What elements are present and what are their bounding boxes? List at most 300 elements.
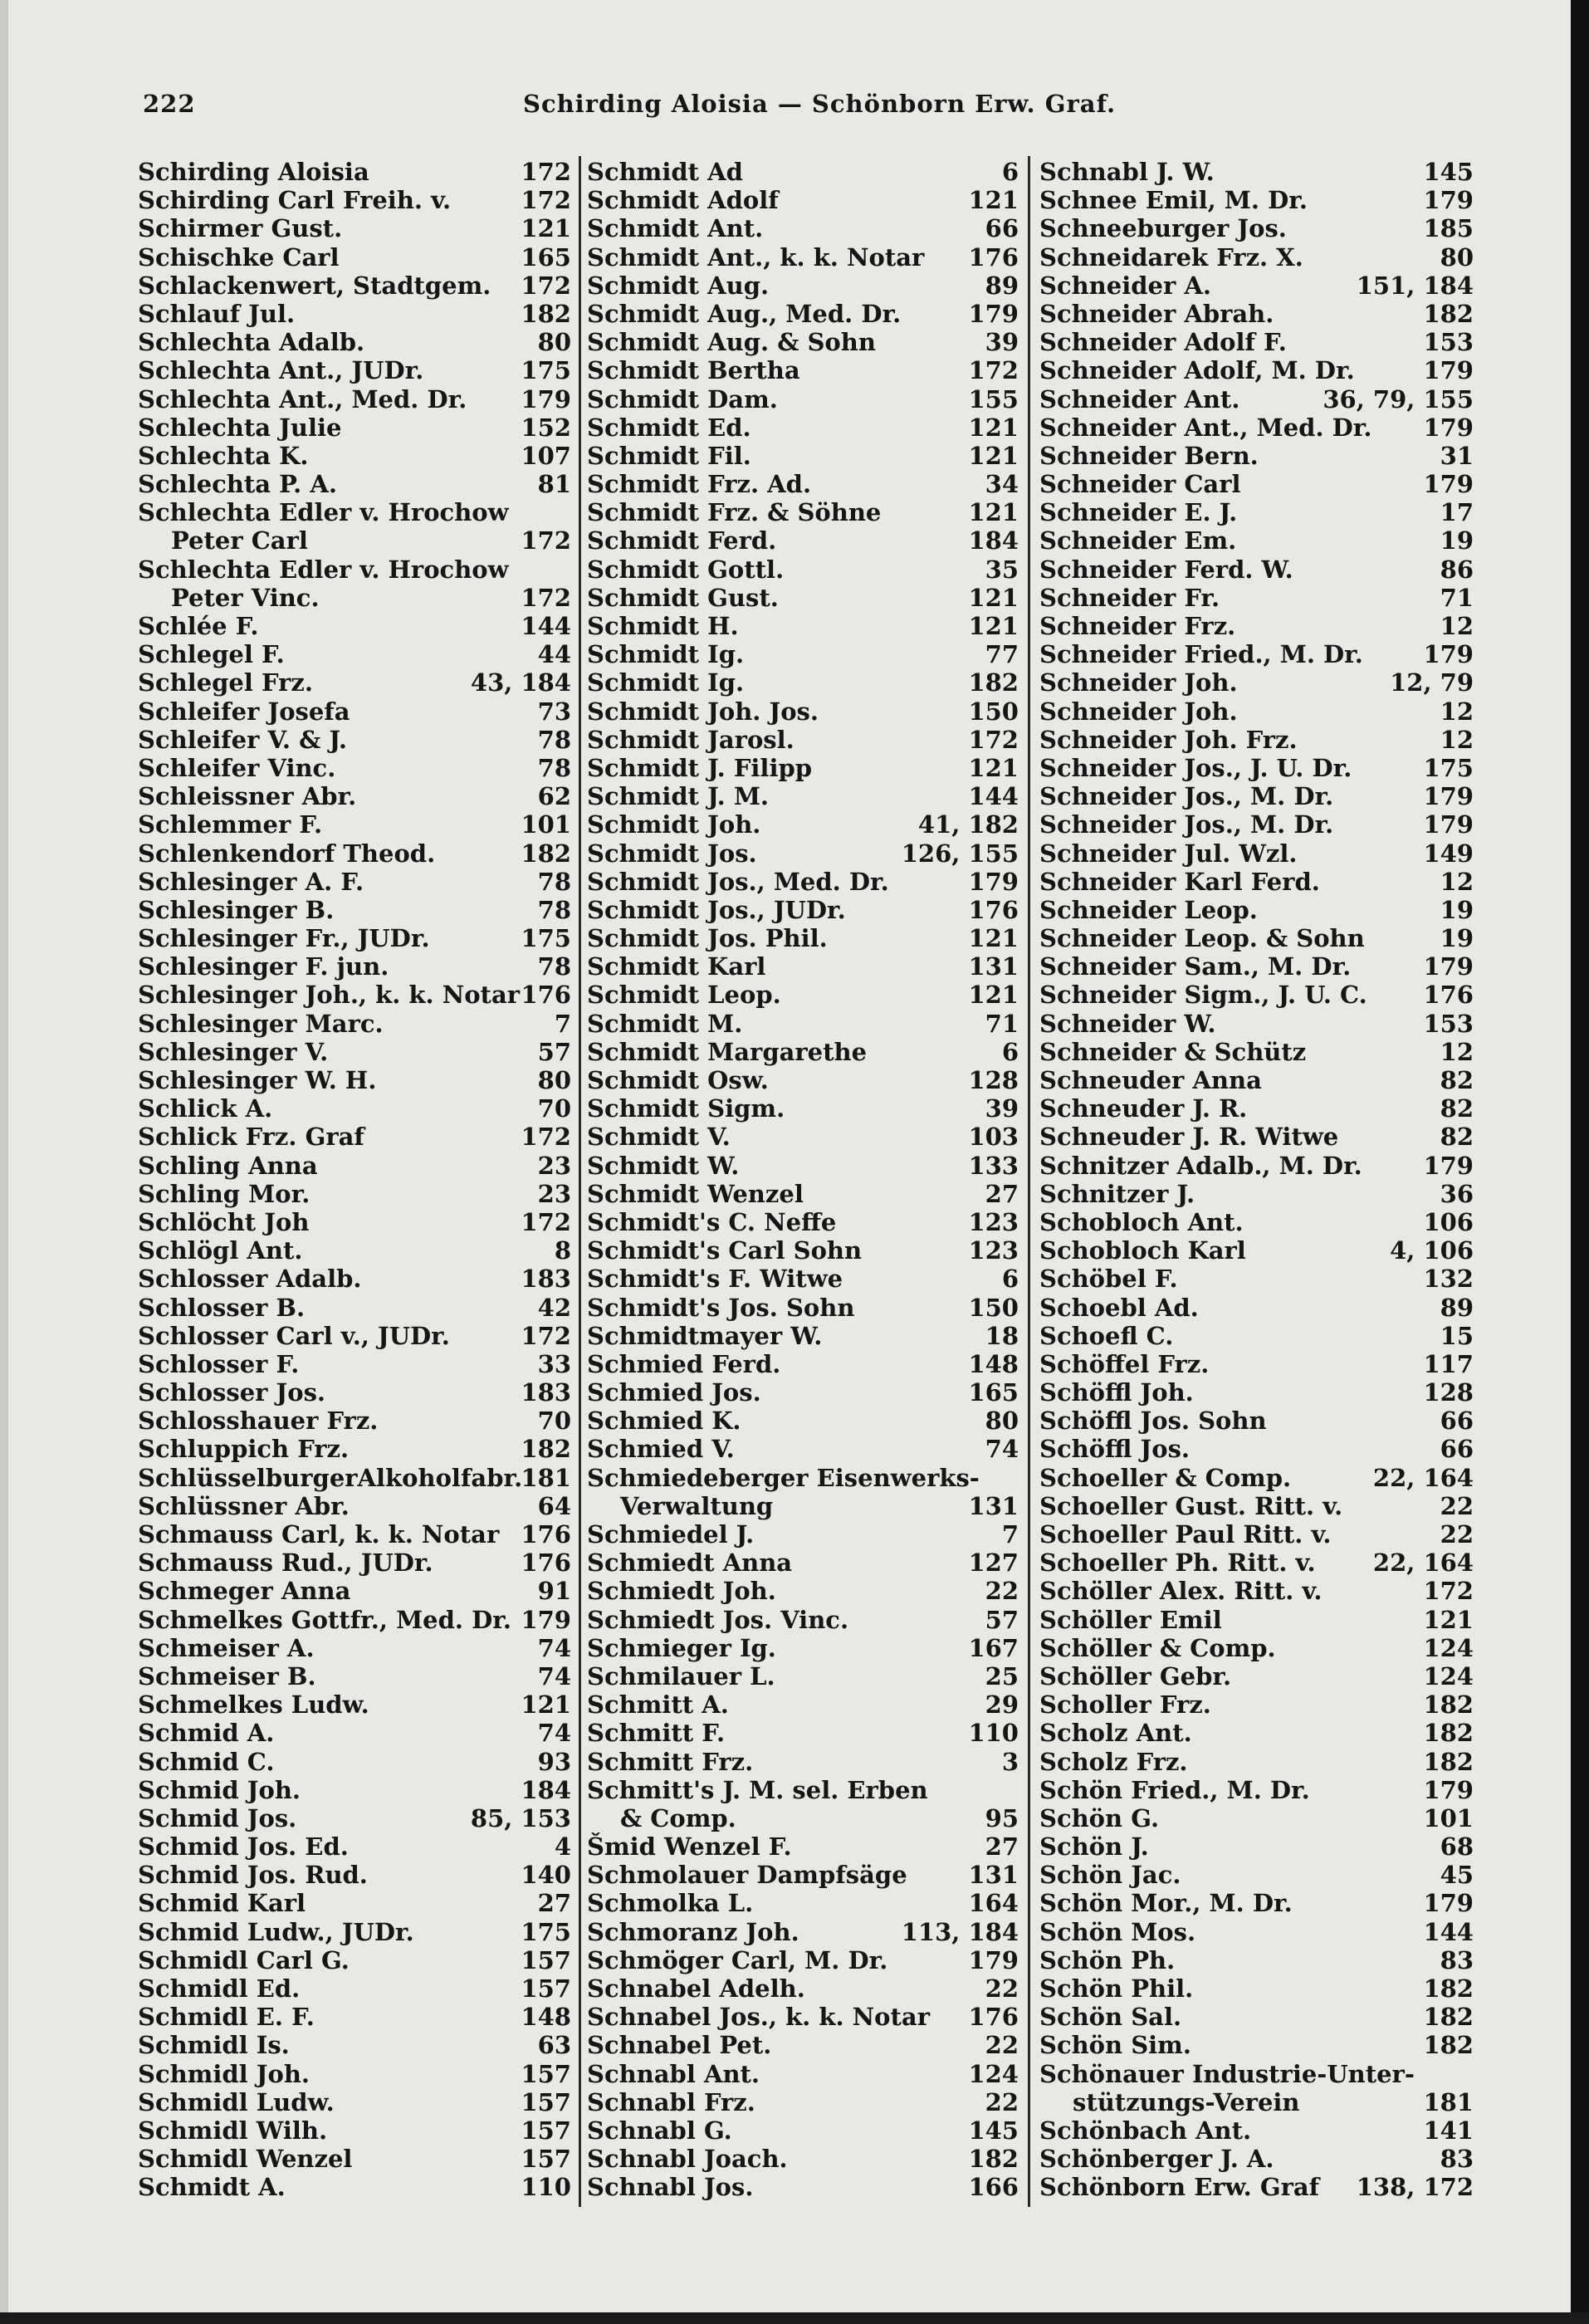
entry-name: Schmidt Jos. bbox=[587, 839, 757, 868]
entry-reference: 86 bbox=[1440, 555, 1474, 584]
directory-entry bbox=[587, 470, 1019, 498]
entry-reference: 117 bbox=[1423, 1349, 1474, 1378]
entry-reference: 36, 79, 155 bbox=[1323, 384, 1474, 413]
entry-reference: 78 bbox=[537, 867, 571, 896]
entry-name: Schmolauer Dampfsäge bbox=[587, 1861, 907, 1890]
directory-entry bbox=[1039, 186, 1474, 214]
directory-entry bbox=[587, 2116, 1019, 2145]
directory-entry bbox=[138, 1407, 571, 1435]
entry-reference: 103 bbox=[968, 1123, 1019, 1152]
directory-entry bbox=[1039, 1123, 1474, 1151]
entry-reference: 57 bbox=[985, 1605, 1019, 1634]
entry-reference: 74 bbox=[537, 1661, 571, 1690]
directory-entry bbox=[1039, 1748, 1474, 1776]
entry-reference: 182 bbox=[521, 1435, 571, 1464]
entry-name: Schneider Abrah. bbox=[1039, 299, 1274, 328]
entry-name: Schlesinger F. jun. bbox=[138, 952, 389, 981]
entry-reference: 4, 106 bbox=[1390, 1236, 1474, 1265]
entry-name: Schlechta Julie bbox=[138, 413, 342, 442]
directory-entry bbox=[1039, 1294, 1474, 1322]
entry-reference: 172 bbox=[521, 1123, 571, 1152]
scan-edge-bottom bbox=[0, 2312, 1589, 2324]
entry-name: Schlechta Ant., JUDr. bbox=[138, 356, 424, 385]
entry-name: Schlauf Jul. bbox=[138, 299, 296, 328]
entry-reference: 124 bbox=[968, 2059, 1019, 2088]
entry-name: Schoefl C. bbox=[1039, 1321, 1174, 1350]
entry-name: Scholz Frz. bbox=[1039, 1747, 1188, 1776]
entry-reference: 182 bbox=[1423, 1690, 1474, 1720]
entry-reference: 183 bbox=[521, 1265, 571, 1294]
entry-reference: 31 bbox=[1440, 441, 1474, 470]
directory-entry bbox=[587, 584, 1019, 612]
entry-reference: 182 bbox=[521, 299, 571, 328]
directory-entry bbox=[138, 1861, 571, 1889]
entry-name: Schlechta Edler v. Hrochow bbox=[138, 498, 509, 527]
entry-name: Schöbel F. bbox=[1039, 1265, 1178, 1294]
entry-name: Schmidt Bertha bbox=[587, 356, 800, 385]
directory-entry bbox=[587, 1180, 1019, 1208]
directory-entry bbox=[1039, 470, 1474, 498]
entry-name: Schlögl Ant. bbox=[138, 1236, 303, 1265]
directory-entry bbox=[138, 1152, 571, 1180]
directory-entry bbox=[587, 726, 1019, 754]
entry-reference: 175 bbox=[521, 356, 571, 385]
entry-name: Schnabl Ant. bbox=[587, 2059, 760, 2088]
entry-name: Schmid Jos. Ed. bbox=[138, 1832, 349, 1862]
entry-name: Schmidt Aug., Med. Dr. bbox=[587, 299, 902, 328]
directory-entry bbox=[587, 754, 1019, 782]
entry-name: Schneuder Anna bbox=[1039, 1066, 1262, 1094]
entry-reference: 131 bbox=[968, 1861, 1019, 1890]
directory-entry bbox=[587, 1832, 1019, 1861]
directory-entry bbox=[587, 1208, 1019, 1236]
directory-entry bbox=[138, 1123, 571, 1151]
entry-name: Schmitt's J. M. sel. Erben bbox=[587, 1775, 928, 1804]
entry-name: Schmauss Rud., JUDr. bbox=[138, 1549, 433, 1578]
entry-name: Schmidt's C. Neffe bbox=[587, 1207, 837, 1236]
entry-reference: 128 bbox=[1423, 1378, 1474, 1407]
entry-reference: 123 bbox=[968, 1236, 1019, 1265]
entry-reference: 25 bbox=[985, 1661, 1019, 1690]
entry-name: Schmidt J. M. bbox=[587, 782, 770, 811]
entry-reference: 172 bbox=[968, 725, 1019, 754]
directory-entry bbox=[1039, 2088, 1474, 2116]
directory-entry bbox=[587, 1804, 1019, 1832]
directory-entry bbox=[1039, 1464, 1474, 1492]
entry-name: Schneider Ant., Med. Dr. bbox=[1039, 413, 1372, 442]
entry-name: Schneider Sam., M. Dr. bbox=[1039, 952, 1352, 981]
entry-reference: 113, 184 bbox=[901, 1917, 1019, 1946]
entry-name: Schmidt Ed. bbox=[587, 413, 751, 442]
entry-name: Schneider Adolf, M. Dr. bbox=[1039, 356, 1355, 385]
entry-name: Schlick Frz. Graf bbox=[138, 1123, 364, 1152]
directory-entry bbox=[587, 868, 1019, 896]
directory-entry bbox=[1039, 2003, 1474, 2031]
entry-name: Schmied Jos. bbox=[587, 1378, 761, 1407]
directory-entry bbox=[1039, 1492, 1474, 1520]
entry-reference: 110 bbox=[521, 2173, 571, 2202]
entry-name: Schön J. bbox=[1039, 1832, 1149, 1862]
entry-reference: 176 bbox=[521, 981, 571, 1010]
entry-name: Schöller Emil bbox=[1039, 1605, 1222, 1634]
directory-entry bbox=[1039, 1719, 1474, 1747]
entry-name: Schmidt Fil. bbox=[587, 441, 751, 470]
entry-reference: 22 bbox=[985, 1577, 1019, 1606]
entry-name: Schmidt A. bbox=[138, 2173, 286, 2202]
entry-name: Schischke Carl bbox=[138, 242, 340, 272]
entry-name: Schmiedt Joh. bbox=[587, 1577, 776, 1606]
entry-reference: 181 bbox=[1423, 2087, 1474, 2116]
directory-entry bbox=[1039, 243, 1474, 272]
directory-entry bbox=[1039, 1208, 1474, 1236]
directory-entry bbox=[587, 1918, 1019, 1946]
entry-name: Schön Phil. bbox=[1039, 1974, 1194, 2003]
directory-entry bbox=[587, 2173, 1019, 2201]
entry-name: Schneider Leop. bbox=[1039, 895, 1258, 924]
entry-reference: 95 bbox=[985, 1803, 1019, 1832]
directory-entry bbox=[1039, 526, 1474, 555]
directory-entry bbox=[138, 1889, 571, 1917]
entry-name: Schön Mor., M. Dr. bbox=[1039, 1889, 1293, 1918]
directory-entry bbox=[587, 1464, 1019, 1492]
entry-name: Schneider Jul. Wzl. bbox=[1039, 839, 1298, 868]
entry-reference: 42 bbox=[537, 1293, 571, 1322]
entry-reference: 73 bbox=[537, 697, 571, 726]
entry-name: Schlesinger W. H. bbox=[138, 1066, 377, 1094]
entry-reference: 70 bbox=[537, 1094, 571, 1123]
entry-name: Schmidt Margarethe bbox=[587, 1037, 868, 1066]
entry-reference: 157 bbox=[521, 2116, 571, 2145]
entry-reference: 23 bbox=[537, 1179, 571, 1208]
directory-entry bbox=[138, 1294, 571, 1322]
directory-entry bbox=[138, 896, 571, 924]
scan-edge-left bbox=[0, 0, 8, 2324]
entry-reference: 150 bbox=[968, 697, 1019, 726]
entry-name: Scholler Frz. bbox=[1039, 1690, 1211, 1720]
entry-reference: 3 bbox=[1001, 1747, 1019, 1776]
entry-reference: 172 bbox=[521, 158, 571, 186]
entry-reference: 22 bbox=[985, 1974, 1019, 2003]
directory-entry bbox=[1039, 868, 1474, 896]
entry-reference: 150 bbox=[968, 1293, 1019, 1322]
directory-entry bbox=[1039, 1236, 1474, 1265]
directory-entry bbox=[138, 952, 571, 981]
entry-name: Schoebl Ad. bbox=[1039, 1293, 1199, 1322]
directory-entry bbox=[138, 1606, 571, 1634]
directory-entry bbox=[138, 1577, 571, 1605]
entry-reference: 179 bbox=[521, 1605, 571, 1634]
entry-name: Schling Mor. bbox=[138, 1179, 310, 1208]
entry-name: Schmid Jos. bbox=[138, 1803, 297, 1832]
entry-name: Schmoranz Joh. bbox=[587, 1917, 799, 1946]
entry-reference: 179 bbox=[1423, 1775, 1474, 1804]
entry-name: Schmiedeberger Eisenwerks- bbox=[587, 1463, 980, 1492]
directory-entry bbox=[138, 243, 571, 272]
directory-entry bbox=[1039, 1804, 1474, 1832]
entry-reference: 157 bbox=[521, 1974, 571, 2003]
directory-entry bbox=[587, 1066, 1019, 1094]
entry-reference: 175 bbox=[521, 924, 571, 953]
entry-name: Schmöger Carl, M. Dr. bbox=[587, 1945, 888, 1974]
entry-reference: 155 bbox=[968, 384, 1019, 413]
entry-reference: 179 bbox=[521, 384, 571, 413]
entry-reference: 179 bbox=[1423, 952, 1474, 981]
entry-reference: 22, 164 bbox=[1372, 1463, 1474, 1492]
directory-entry bbox=[138, 1748, 571, 1776]
directory-entry bbox=[587, 1748, 1019, 1776]
entry-reference: 41, 182 bbox=[917, 810, 1019, 839]
entry-name: Schlesinger Marc. bbox=[138, 1009, 384, 1038]
entry-name: Schirding Carl Freih. v. bbox=[138, 186, 452, 215]
directory-entry bbox=[587, 1861, 1019, 1889]
entry-name: Schönauer Industrie-Unter- bbox=[1039, 2059, 1415, 2088]
directory-entry bbox=[138, 1719, 571, 1747]
entry-reference: 151, 184 bbox=[1356, 271, 1474, 300]
entry-reference: 176 bbox=[968, 242, 1019, 272]
directory-entry bbox=[138, 1634, 571, 1662]
entry-name: Schmidt Gottl. bbox=[587, 555, 785, 584]
entry-name: Schneuder J. R. Witwe bbox=[1039, 1123, 1339, 1152]
entry-reference: 176 bbox=[1423, 981, 1474, 1010]
entry-name: Schöller Alex. Ritt. v. bbox=[1039, 1577, 1323, 1606]
entry-reference: 39 bbox=[985, 328, 1019, 357]
entry-reference: 172 bbox=[968, 356, 1019, 385]
directory-entry bbox=[138, 2173, 571, 2201]
directory-entry bbox=[138, 668, 571, 697]
entry-name: Schmied Ferd. bbox=[587, 1349, 781, 1378]
entry-name: Schmeiser B. bbox=[138, 1661, 316, 1690]
entry-name: Schmelkes Ludw. bbox=[138, 1690, 369, 1720]
entry-name: Schmauss Carl, k. k. Notar bbox=[138, 1520, 500, 1549]
directory-entry bbox=[138, 1094, 571, 1123]
directory-entry bbox=[1039, 2031, 1474, 2059]
directory-entry bbox=[138, 1010, 571, 1038]
entry-reference: 27 bbox=[985, 1832, 1019, 1862]
entry-reference: 175 bbox=[1423, 753, 1474, 782]
directory-entry bbox=[587, 385, 1019, 413]
entry-name: Schneider Adolf F. bbox=[1039, 328, 1287, 357]
directory-entry bbox=[138, 754, 571, 782]
entry-reference: 182 bbox=[1423, 2003, 1474, 2032]
entry-reference: 22 bbox=[1440, 1491, 1474, 1520]
directory-entry bbox=[1039, 2145, 1474, 2173]
directory-entry bbox=[1039, 2060, 1474, 2088]
directory-entry bbox=[1039, 1606, 1474, 1634]
entry-reference: 15 bbox=[1440, 1321, 1474, 1350]
directory-entry bbox=[138, 640, 571, 668]
entry-name: Schön Ph. bbox=[1039, 1945, 1176, 1974]
entry-name: Schnee Emil, M. Dr. bbox=[1039, 186, 1308, 215]
directory-entry bbox=[138, 1662, 571, 1690]
entry-name: Schön Mos. bbox=[1039, 1917, 1196, 1946]
entry-reference: 127 bbox=[968, 1549, 1019, 1578]
directory-entry bbox=[138, 186, 571, 214]
directory-entry bbox=[1039, 2116, 1474, 2145]
entry-name: Schlosser Jos. bbox=[138, 1378, 326, 1407]
entry-reference: 70 bbox=[537, 1407, 571, 1436]
entry-reference: 121 bbox=[968, 924, 1019, 953]
entry-reference: 184 bbox=[968, 526, 1019, 555]
entry-name: Schöffl Jos. bbox=[1039, 1435, 1190, 1464]
directory-entry bbox=[587, 1549, 1019, 1577]
directory-entry bbox=[587, 498, 1019, 526]
entry-reference: 123 bbox=[968, 1207, 1019, 1236]
entry-name: Schnabl Jos. bbox=[587, 2173, 754, 2202]
directory-entry bbox=[138, 584, 571, 612]
entry-name: Schmidt Dam. bbox=[587, 384, 778, 413]
entry-reference: 80 bbox=[537, 328, 571, 357]
directory-entry bbox=[138, 328, 571, 356]
entry-name: Schlechta K. bbox=[138, 441, 309, 470]
directory-entry bbox=[1039, 385, 1474, 413]
entry-reference: 12 bbox=[1440, 725, 1474, 754]
directory-entry bbox=[1039, 214, 1474, 242]
entry-name: Schmidt Ig. bbox=[587, 668, 745, 697]
directory-entry bbox=[138, 839, 571, 868]
entry-reference: 78 bbox=[537, 725, 571, 754]
directory-entry bbox=[587, 782, 1019, 810]
entry-name: Schönberger J. A. bbox=[1039, 2145, 1274, 2174]
directory-entry bbox=[138, 1236, 571, 1265]
entry-name: Schnabl Frz. bbox=[587, 2087, 755, 2116]
entry-reference: 106 bbox=[1423, 1207, 1474, 1236]
entry-reference: 172 bbox=[521, 526, 571, 555]
directory-entry bbox=[587, 2145, 1019, 2173]
directory-entry bbox=[138, 2088, 571, 2116]
directory-entry bbox=[1039, 555, 1474, 584]
directory-entry bbox=[587, 952, 1019, 981]
entry-name: Schöffl Jos. Sohn bbox=[1039, 1407, 1267, 1436]
entry-reference: 6 bbox=[1001, 158, 1019, 186]
entry-reference: 107 bbox=[521, 441, 571, 470]
directory-entry bbox=[1039, 1832, 1474, 1861]
entry-reference: 23 bbox=[537, 1151, 571, 1180]
entry-name: Schneider Joh. Frz. bbox=[1039, 725, 1298, 754]
entry-reference: 34 bbox=[985, 470, 1019, 499]
directory-entry bbox=[1039, 1662, 1474, 1690]
entry-name: Schneider Bern. bbox=[1039, 441, 1259, 470]
entry-name: Schlosser Adalb. bbox=[138, 1265, 362, 1294]
directory-entry bbox=[1039, 1180, 1474, 1208]
directory-entry bbox=[138, 1832, 571, 1861]
entry-reference: 101 bbox=[1423, 1803, 1474, 1832]
directory-entry bbox=[138, 1180, 571, 1208]
entry-name: Schmidt J. Filipp bbox=[587, 753, 813, 782]
entry-name: Schmidl Carl G. bbox=[138, 1945, 350, 1974]
entry-name: Šmid Wenzel F. bbox=[587, 1832, 792, 1862]
directory-entry bbox=[1039, 328, 1474, 356]
entry-reference: 74 bbox=[537, 1633, 571, 1662]
entry-reference: 110 bbox=[968, 1719, 1019, 1748]
directory-entry bbox=[587, 1010, 1019, 1038]
entry-name: Schmitt A. bbox=[587, 1690, 729, 1720]
entry-reference: 19 bbox=[1440, 924, 1474, 953]
entry-reference: 164 bbox=[968, 1889, 1019, 1918]
entry-name: Schmidt Karl bbox=[587, 952, 766, 981]
directory-entry bbox=[587, 810, 1019, 839]
entry-reference: 182 bbox=[521, 839, 571, 868]
directory-entry bbox=[138, 1974, 571, 2003]
directory-entry bbox=[138, 810, 571, 839]
entry-reference: 82 bbox=[1440, 1066, 1474, 1094]
entry-name: Schmidt Osw. bbox=[587, 1066, 769, 1094]
entry-name: Schneider Fried., M. Dr. bbox=[1039, 640, 1363, 669]
entry-name: Schmid C. bbox=[138, 1747, 275, 1776]
entry-name: Scholz Ant. bbox=[1039, 1719, 1192, 1748]
entry-name: Schmidl Wenzel bbox=[138, 2145, 353, 2174]
entry-name: Schmiedel J. bbox=[587, 1520, 755, 1549]
entry-name: Schmidt Ant. bbox=[587, 214, 764, 243]
entry-reference: 57 bbox=[537, 1037, 571, 1066]
entry-reference: 182 bbox=[1423, 1974, 1474, 2003]
entry-name: Schlosser B. bbox=[138, 1293, 306, 1322]
entry-name: Schmidt Joh. Jos. bbox=[587, 697, 819, 726]
directory-entry bbox=[1039, 612, 1474, 640]
entry-reference: 182 bbox=[968, 2145, 1019, 2174]
entry-name: Schmelkes Gottfr., Med. Dr. bbox=[138, 1605, 511, 1634]
directory-column-1 bbox=[138, 158, 571, 2202]
directory-entry bbox=[138, 413, 571, 442]
entry-reference: 6 bbox=[1001, 1037, 1019, 1066]
entry-name: Schlenkendorf Theod. bbox=[138, 839, 436, 868]
entry-name: & Comp. bbox=[620, 1803, 736, 1832]
directory-entry bbox=[587, 896, 1019, 924]
entry-reference: 152 bbox=[521, 413, 571, 442]
entry-reference: 145 bbox=[968, 2116, 1019, 2145]
directory-entry bbox=[1039, 1322, 1474, 1350]
entry-name: Schnabl G. bbox=[587, 2116, 732, 2145]
entry-reference: 74 bbox=[985, 1435, 1019, 1464]
entry-name: Schmidt Joh. bbox=[587, 810, 761, 839]
entry-name: Schmid Karl bbox=[138, 1889, 306, 1918]
entry-reference: 27 bbox=[537, 1889, 571, 1918]
entry-reference: 12, 79 bbox=[1390, 668, 1474, 697]
entry-reference: 74 bbox=[537, 1719, 571, 1748]
entry-reference: 29 bbox=[985, 1690, 1019, 1720]
entry-reference: 12 bbox=[1440, 612, 1474, 640]
directory-entry bbox=[587, 981, 1019, 1009]
entry-reference: 64 bbox=[537, 1491, 571, 1520]
directory-entry bbox=[138, 442, 571, 470]
entry-reference: 179 bbox=[1423, 1889, 1474, 1918]
entry-reference: 144 bbox=[521, 612, 571, 640]
directory-entry bbox=[138, 158, 571, 186]
entry-name: Schnabl J. W. bbox=[1039, 158, 1215, 186]
directory-entry bbox=[587, 1974, 1019, 2003]
directory-entry bbox=[138, 300, 571, 328]
directory-entry bbox=[138, 726, 571, 754]
directory-entry bbox=[587, 1634, 1019, 1662]
directory-entry bbox=[587, 300, 1019, 328]
directory-entry bbox=[587, 1776, 1019, 1804]
directory-entry bbox=[587, 1889, 1019, 1917]
directory-entry bbox=[1039, 356, 1474, 384]
directory-entry bbox=[138, 697, 571, 726]
running-head: Schirding Aloisia — Schönborn Erw. Graf. bbox=[523, 90, 1117, 118]
entry-name: Schneider Joh. bbox=[1039, 668, 1238, 697]
directory-entry bbox=[1039, 1889, 1474, 1917]
entry-name: Schön Jac. bbox=[1039, 1861, 1181, 1890]
entry-name: Schmidt V. bbox=[587, 1123, 731, 1152]
directory-entry bbox=[138, 782, 571, 810]
directory-entry bbox=[587, 214, 1019, 242]
entry-name: Schmidt Frz. & Söhne bbox=[587, 498, 882, 527]
entry-reference: 12 bbox=[1440, 697, 1474, 726]
entry-reference: 121 bbox=[968, 612, 1019, 640]
entry-name: Schlemmer F. bbox=[138, 810, 323, 839]
entry-reference: 121 bbox=[968, 498, 1019, 527]
entry-name: Peter Carl bbox=[171, 526, 308, 555]
